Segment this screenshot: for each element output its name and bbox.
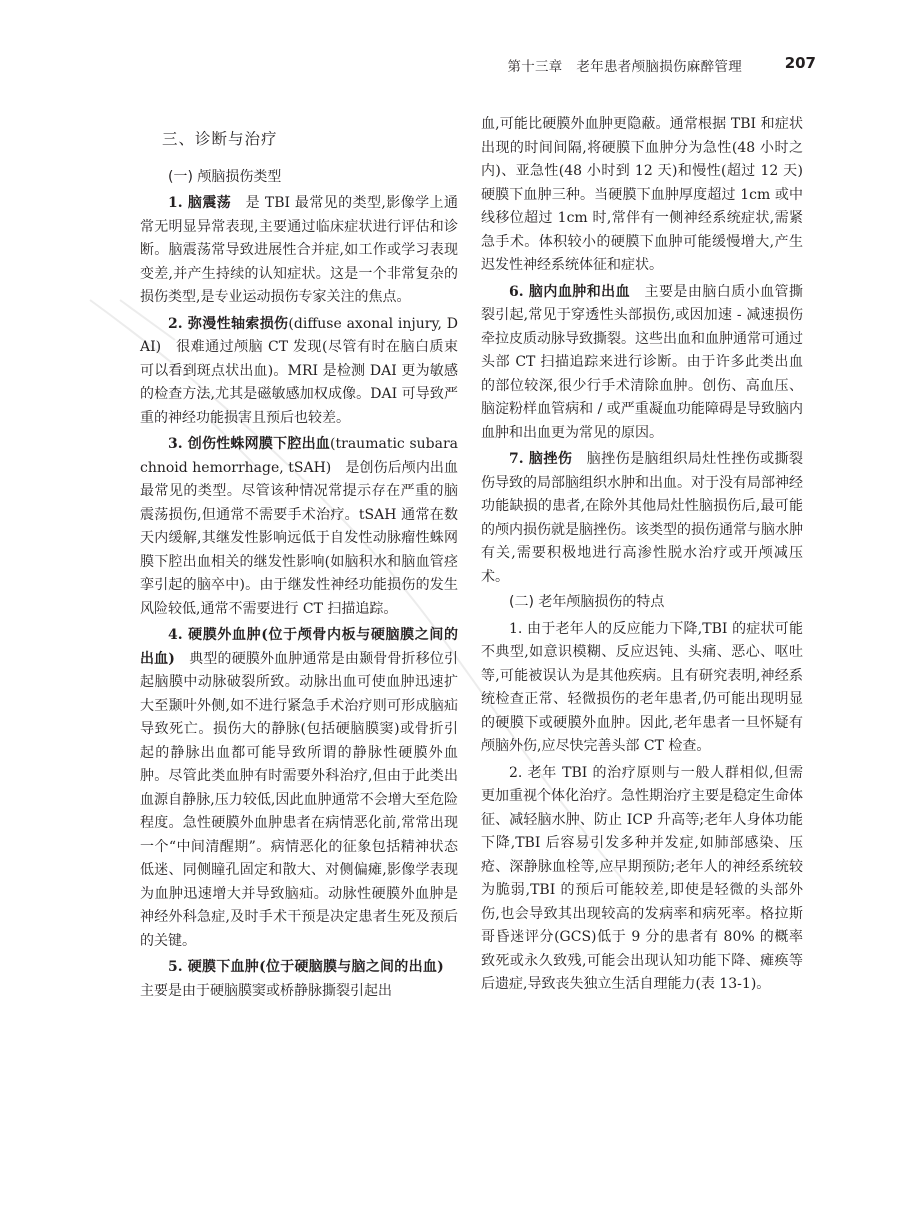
paragraph-text: 主要是由脑白质小血管撕裂引起,常见于穿透性头部损伤,或因加速 - 减速损伤牵拉皮质动脉导致撕裂。这些出血和血肿通常可通过头部 CT 扫描追踪来进行诊断。由于许多此类出血的部位较深,很少行手术清除血肿。创伤、高血压、脑淀粉样血管病和 / 或严重凝血功能障碍是导致脑内血肿和出血更为常见的原因。 <box>481 283 803 441</box>
paragraph <box>140 624 458 953</box>
running-header <box>0 55 900 75</box>
term-heading: 7. 脑挫伤 <box>509 451 573 467</box>
left-column <box>140 124 458 1003</box>
paragraph <box>481 281 803 446</box>
paragraph: 1. 由于老年人的反应能力下降,TBI 的症状可能不典型,如意识模糊、反应迟钝、头痛、恶心、呕吐等,可能被误认为是其他疾病。且有研究表明,神经系统检查正常、轻微损伤的老年患者,仍可能出现明显的硬膜下或硬膜外血肿。因此,老年患者一旦怀疑有颅脑外伤,应尽快完善头部 CT 检查。 <box>481 620 803 754</box>
paragraph-text: (diffuse axonal injury, DAI) 很难通过颅脑 CT 发现(尽管有时在脑白质束可以看到斑点状出血)。MRI 是检测 DAI 更为敏感的检查方法,尤其是磁敏感加权成像。DAI 可导致严重的神经功能损害且预后也较差。 <box>140 315 458 426</box>
term-heading: 5. 硬膜下血肿(位于硬脑膜与脑之间的出血) <box>168 959 444 975</box>
paragraph-continued: 血,可能比硬膜外血肿更隐蔽。通常根据 TBI 和症状出现的时间间隔,将硬膜下血肿分为急性(48 小时之内)、亚急性(48 小时到 12 天)和慢性(超过 12 天)硬膜下血肿三种。当硬膜下血肿厚度超过 1cm 或中线移位超过 1cm 时,常伴有一侧神经系统症状,需紧急手术。体积较小的硬膜下血肿可能缓慢增大,产生迟发性神经系统体征和症状。 <box>481 116 803 273</box>
paragraph-text: 主要是由于硬脑膜窦或桥静脉撕裂引起出 <box>140 959 458 999</box>
section-title: 三、诊断与治疗 <box>162 130 278 148</box>
paragraph <box>140 433 458 621</box>
term-heading: 2. 弥漫性轴索损伤 <box>168 315 289 332</box>
paragraph <box>481 448 803 589</box>
paragraph <box>140 192 458 310</box>
chapter-title: 第十三章 老年患者颅脑损伤麻醉管理 <box>507 59 742 75</box>
paragraph <box>140 313 458 431</box>
paragraph-text: 脑挫伤是脑组织局灶性挫伤或撕裂伤导致的局部脑组织水肿和出血。对于没有局部神经功能缺损的患者,在除外其他局灶性脑损伤后,最可能的颅内损伤就是脑挫伤。该类型的损伤通常与脑水肿有关,需要积极地进行高渗性脱水治疗或开颅减压术。 <box>481 451 803 585</box>
term-heading: 3. 创伤性蛛网膜下腔出血 <box>168 436 331 452</box>
page-number: 207 <box>784 54 816 72</box>
paragraph-text: 典型的硬膜外血肿通常是由颞骨骨折移位引起脑膜中动脉破裂所致。动脉出血可使血肿迅速扩大至颞叶外侧,如不进行紧急手术治疗则可形成脑疝导致死亡。损伤大的静脉(包括硬脑膜窦)或骨折引起的静脉出血都可能导致所谓的静脉性硬膜外血肿。尽管此类血肿有时需要外科治疗,但由于此类出血源自静脉,压力较低,因此血肿通常不会增大至危险程度。急性硬膜外血肿患者在病情恶化前,常常出现一个“中间清醒期”。病情恶化的征象包括精神状态低迷、同侧瞳孔固定和散大、对侧偏瘫,影像学表现为血肿迅速增大并导致脑疝。动脉性硬膜外血肿是神经外科急症,及时手术干预是决定患者生死及预后的关键。 <box>140 650 459 949</box>
paragraph-text: 是 TBI 最常见的类型,影像学上通常无明显异常表现,主要通过临床症状进行评估和诊断。脑震荡常导致进展性合并症,如工作或学习表现变差,并产生持续的认知症状。这是一个非常复杂的损伤类型,是专业运动损伤专家关注的焦点。 <box>140 195 458 305</box>
term-heading: 6. 脑内血肿和出血 <box>509 283 631 300</box>
paragraph-text: (traumatic subarachnoid hemorrhage, tSAH) 是创伤后颅内出血最常见的类型。尽管该种情况常提示存在严重的脑震荡损伤,但通常不需要手术治疗。tSAH 通常在数天内缓解,其继发性影响远低于自发性动脉瘤性蛛网膜下腔出血相关的继发性影响(如脑积水和脑血管痉挛引起的脑卒中)。由于继发性神经功能损伤的发生风险较低,通常不需要进行 CT 扫描追踪。 <box>140 436 458 617</box>
paragraph <box>140 956 458 1003</box>
paragraph: 2. 老年 TBI 的治疗原则与一般人群相似,但需更加重视个体化治疗。急性期治疗主要是稳定生命体征、减轻脑水肿、防止 ICP 升高等;老年人身体功能下降,TBI 后容易引发多种并发症,如肺部感染、压疮、深静脉血栓等,应早期预防;老年人的神经系统较为脆弱,TBI 的预后可能较差,即使是轻微的头部外伤,也会导致其出现较高的发病率和病死率。格拉斯哥昏迷评分(GCS)低于 9 分的患者有 80% 的概率致死或永久致残,可能会出现认知功能下降、瘫痪等后遗症,导致丧失独立生活自理能力(表 13-1)。 <box>481 764 803 992</box>
term-heading: 4. 硬膜外血肿(位于颅骨内板与硬脑膜之间的出血) <box>140 627 458 667</box>
subsection-heading: (一) 颅脑损伤类型 <box>168 168 282 185</box>
subsection-heading: (二) 老年颅脑损伤的特点 <box>509 594 665 610</box>
term-heading: 1. 脑震荡 <box>168 195 232 211</box>
right-column <box>481 113 803 997</box>
